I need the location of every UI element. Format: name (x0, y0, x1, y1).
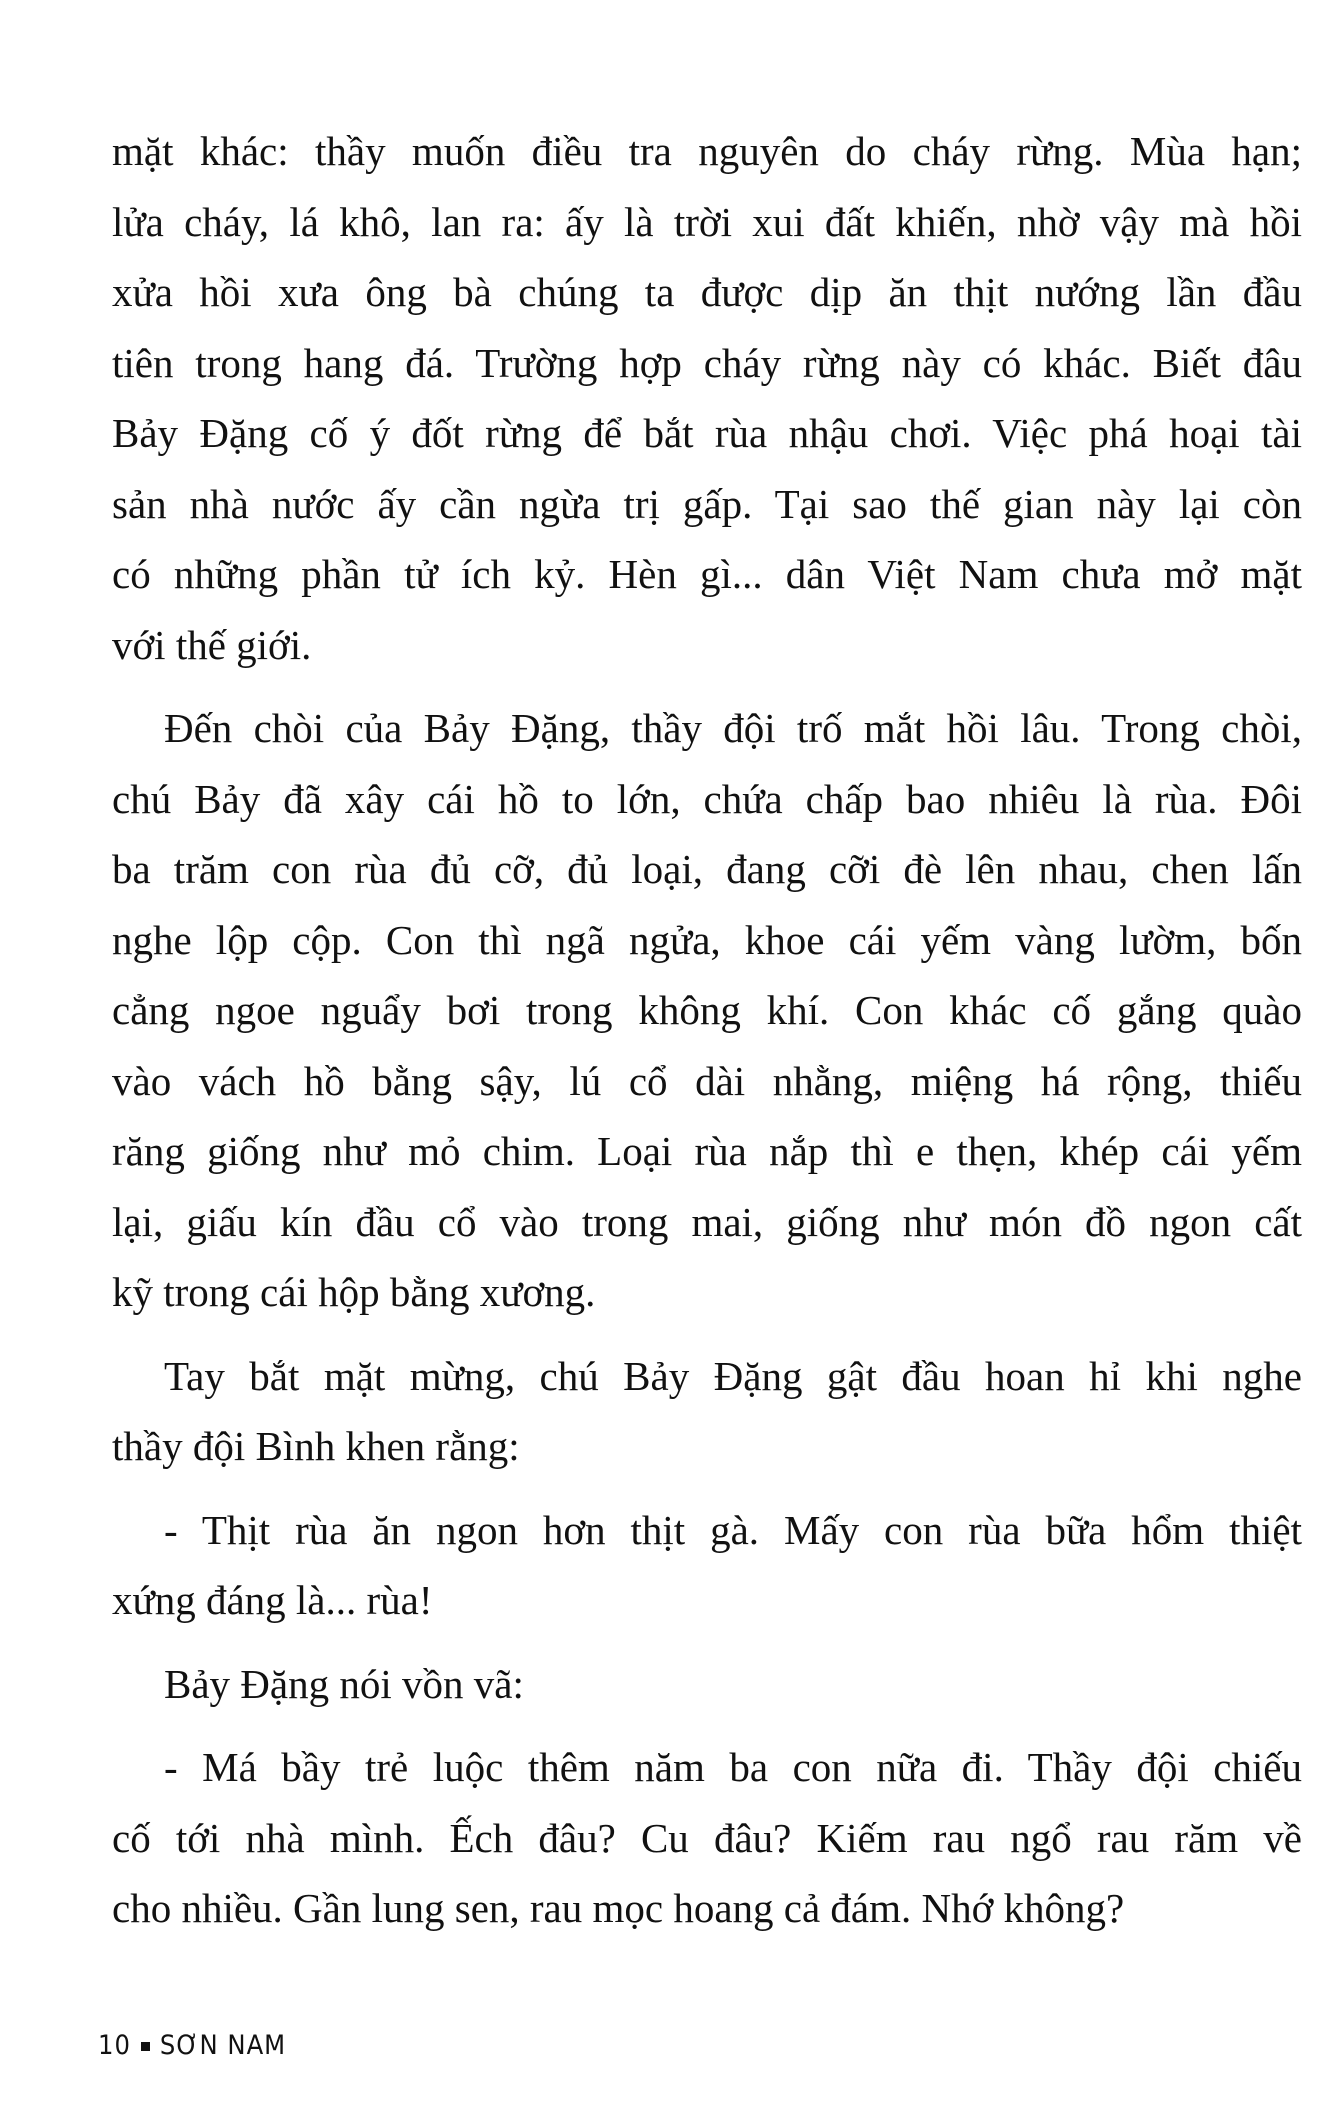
text-line: - Má bầy trẻ luộc thêm năm ba con nữa đi. Thầy đội chiếu (164, 1744, 1302, 1790)
text-line: Tay bắt mặt mừng, chú Bảy Đặng gật đầu hoan hỉ khi nghe (164, 1352, 1302, 1399)
text-line: kỹ trong cái hộp bằng xương. (112, 1269, 596, 1315)
text-line: ba trăm con rùa đủ cỡ, đủ loại, đang cỡi đè lên nhau, chen lấn (112, 846, 1302, 892)
text-line: răng giống như mỏ chim. Loại rùa nắp thì e thẹn, khép cái yếm (112, 1128, 1302, 1174)
paragraph (112, 1495, 1302, 1636)
text-line: sản nhà nước ấy cần ngừa trị gấp. Tại sao thế gian này lại còn (112, 480, 1302, 527)
paragraph (112, 116, 1302, 680)
paragraph (112, 693, 1302, 1328)
text-line: thầy đội Bình khen rằng: (112, 1423, 520, 1469)
text-line: với thế giới. (112, 621, 312, 668)
text-line: vào vách hồ bằng sậy, lú cổ dài nhằng, miệng há rộng, thiếu (112, 1057, 1302, 1104)
paragraph (112, 1649, 1302, 1720)
page-number: 10 (98, 2030, 131, 2061)
text-line: có những phần tử ích kỷ. Hèn gì... dân Việt Nam chưa mở mặt (112, 551, 1302, 597)
text-line: cẳng ngoe nguẩy bơi trong không khí. Con khác cố gắng quào (112, 987, 1302, 1033)
text-line: cố tới nhà mình. Ếch đâu? Cu đâu? Kiếm rau ngổ rau răm về (112, 1814, 1302, 1861)
author-name: SƠN NAM (159, 2030, 287, 2061)
text-line: chú Bảy đã xây cái hồ to lớn, chứa chấp bao nhiêu là rùa. Đôi (112, 775, 1302, 822)
text-line: lửa cháy, lá khô, lan ra: ấy là trời xui đất khiến, nhờ vậy mà hồi (112, 198, 1302, 245)
text-line: nghe lộp cộp. Con thì ngã ngửa, khoe cái yếm vàng lườm, bốn (112, 916, 1302, 963)
text-line: xứng đáng là... rùa! (112, 1577, 433, 1623)
text-line: Bảy Đặng cố ý đốt rừng để bắt rùa nhậu chơi. Việc phá hoại tài (112, 410, 1302, 456)
text-line: xửa hồi xưa ông bà chúng ta được dịp ăn thịt nướng lần đầu (112, 269, 1302, 315)
text-line: cho nhiều. Gần lung sen, rau mọc hoang cả đám. Nhớ không? (112, 1885, 1125, 1931)
paragraph (112, 1341, 1302, 1482)
text-line: Đến chòi của Bảy Đặng, thầy đội trố mắt hồi lâu. Trong chòi, (164, 705, 1302, 751)
text-line: - Thịt rùa ăn ngon hơn thịt gà. Mấy con rùa bữa hổm thiệt (164, 1506, 1302, 1553)
text-line: mặt khác: thầy muốn điều tra nguyên do cháy rừng. Mùa hạn; (112, 128, 1302, 174)
text-line: tiên trong hang đá. Trường hợp cháy rừng này có khác. Biết đâu (112, 339, 1302, 386)
page-footer (98, 2030, 286, 2061)
text-line: lại, giấu kín đầu cổ vào trong mai, giống như món đồ ngon cất (112, 1198, 1302, 1245)
text-line: Bảy Đặng nói vồn vã: (164, 1660, 524, 1707)
bullet-separator (141, 2042, 150, 2051)
page-body (112, 116, 1302, 1957)
paragraph (112, 1732, 1302, 1944)
